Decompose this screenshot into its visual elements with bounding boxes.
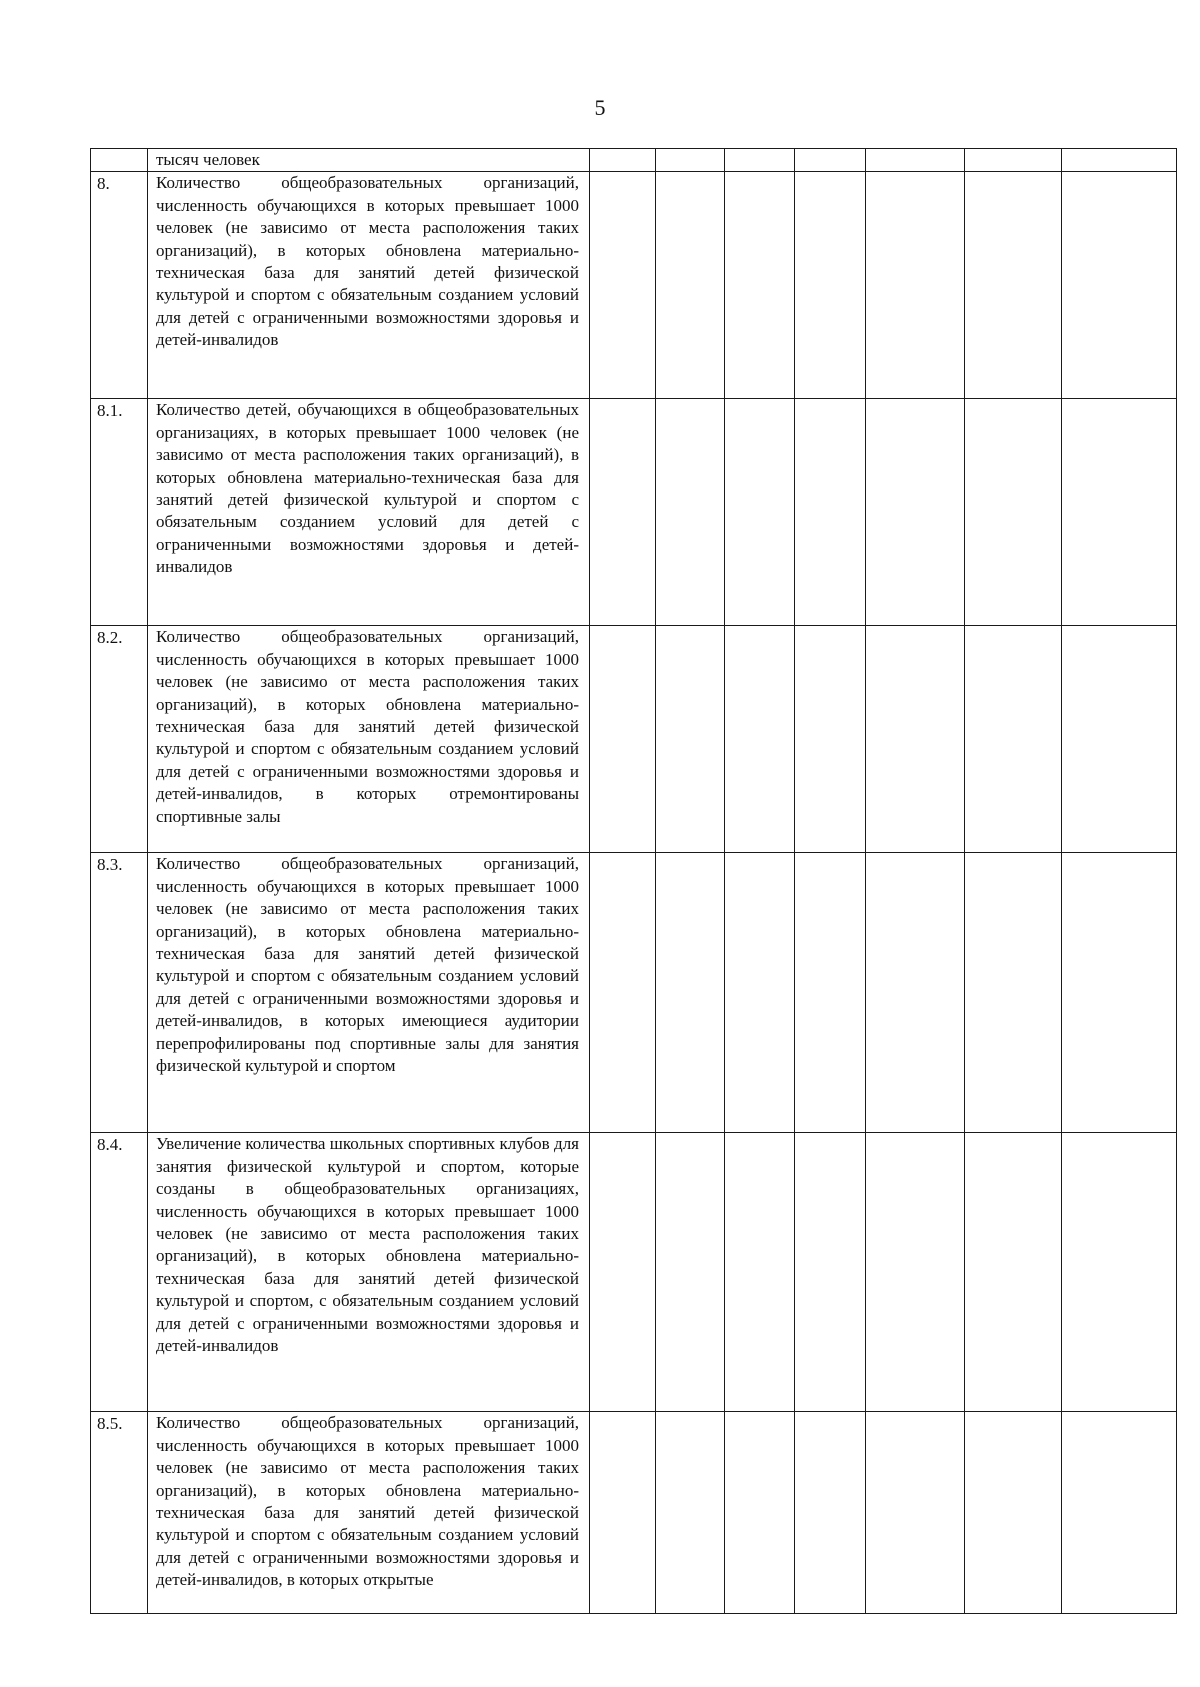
empty-cell (866, 149, 965, 172)
empty-cell (725, 172, 795, 399)
empty-cell (1062, 1412, 1177, 1614)
empty-cell (656, 399, 725, 626)
empty-cell (795, 626, 866, 853)
empty-cell (656, 149, 725, 172)
empty-cell (725, 149, 795, 172)
empty-cell (725, 626, 795, 853)
empty-cell (590, 1133, 656, 1412)
empty-cell (1062, 172, 1177, 399)
empty-cell (866, 172, 965, 399)
empty-cell (1062, 853, 1177, 1133)
empty-cell (866, 1412, 965, 1614)
row-indicator-text: Количество общеобразовательных организаций, численность обучающихся в которых превышает 1000 человек (не зависимо от места расположения таких организаций), в которых обновлена материально-техническая база для занятий детей физической культурой и спортом с обязательным созданием условий для детей с ограниченными возможностями здоровья и детей-инвалидов (148, 172, 590, 399)
table-row (91, 853, 1177, 1133)
empty-cell (656, 853, 725, 1133)
empty-cell (795, 1133, 866, 1412)
empty-cell (965, 399, 1062, 626)
empty-cell (590, 172, 656, 399)
empty-cell (590, 149, 656, 172)
empty-cell (965, 853, 1062, 1133)
row-number: 8.5. (91, 1412, 148, 1614)
empty-cell (1062, 399, 1177, 626)
indicator-table (90, 148, 1177, 1614)
row-indicator-text: Количество детей, обучающихся в общеобразовательных организациях, в которых превышает 1000 человек (не зависимо от места расположения таких организаций), в которых обновлена материально-техническая база для занятий детей физической культурой и спортом с обязательным созданием условий для детей с ограниченными возможностями здоровья и детей-инвалидов (148, 399, 590, 626)
empty-cell (866, 626, 965, 853)
empty-cell (866, 1133, 965, 1412)
row-number: 8.4. (91, 1133, 148, 1412)
empty-cell (656, 172, 725, 399)
empty-cell (725, 1412, 795, 1614)
table-row (91, 1412, 1177, 1614)
row-indicator-text: Увеличение количества школьных спортивных клубов для занятия физической культурой и спортом, которые созданы в общеобразовательных организациях, численность обучающихся в которых превышает 1000 человек (не зависимо от места расположения таких организаций), в которых обновлена материально-техническая база для занятий детей физической культурой и спортом, с обязательным созданием условий для детей с ограниченными возможностями здоровья и детей-инвалидов (148, 1133, 590, 1412)
empty-cell (656, 626, 725, 853)
row-indicator-text: Количество общеобразовательных организаций, численность обучающихся в которых превышает 1000 человек (не зависимо от места расположения таких организаций), в которых обновлена материально-техническая база для занятий детей физической культурой и спортом с обязательным созданием условий для детей с ограниченными возможностями здоровья и детей-инвалидов, в которых открытые (148, 1412, 590, 1614)
empty-cell (590, 853, 656, 1133)
page-number: 5 (594, 95, 606, 120)
empty-cell (866, 399, 965, 626)
empty-cell (656, 1133, 725, 1412)
empty-cell (795, 149, 866, 172)
table-row (91, 1133, 1177, 1412)
empty-cell (725, 853, 795, 1133)
row-indicator-text: Количество общеобразовательных организаций, численность обучающихся в которых превышает 1000 человек (не зависимо от места расположения таких организаций), в которых обновлена материально-техническая база для занятий детей физической культурой и спортом с обязательным созданием условий для детей с ограниченными возможностями здоровья и детей-инвалидов, в которых отремонтированы спортивные залы (148, 626, 590, 853)
empty-cell (1062, 626, 1177, 853)
empty-cell (590, 1412, 656, 1614)
empty-cell (1062, 149, 1177, 172)
empty-cell (590, 626, 656, 853)
empty-cell (795, 853, 866, 1133)
empty-cell (965, 626, 1062, 853)
table-row (91, 626, 1177, 853)
row-indicator-text: Количество общеобразовательных организаций, численность обучающихся в которых превышает 1000 человек (не зависимо от места расположения таких организаций), в которых обновлена материально-техническая база для занятий детей физической культурой и спортом с обязательным созданием условий для детей с ограниченными возможностями здоровья и детей-инвалидов, в которых имеющиеся аудитории перепрофилированы под спортивные залы для занятия физической культурой и спортом (148, 853, 590, 1133)
empty-cell (965, 149, 1062, 172)
empty-cell (1062, 1133, 1177, 1412)
empty-cell (795, 1412, 866, 1614)
row-indicator-text: тысяч человек (148, 149, 590, 172)
empty-cell (965, 1133, 1062, 1412)
empty-cell (965, 172, 1062, 399)
row-number: 8.2. (91, 626, 148, 853)
row-number (91, 149, 148, 172)
row-number: 8.1. (91, 399, 148, 626)
row-number: 8. (91, 172, 148, 399)
empty-cell (795, 172, 866, 399)
table-row (91, 172, 1177, 399)
empty-cell (866, 853, 965, 1133)
empty-cell (795, 399, 866, 626)
empty-cell (590, 399, 656, 626)
table-row (91, 149, 1177, 172)
empty-cell (656, 1412, 725, 1614)
empty-cell (725, 1133, 795, 1412)
table-row (91, 399, 1177, 626)
row-number: 8.3. (91, 853, 148, 1133)
empty-cell (965, 1412, 1062, 1614)
empty-cell (725, 399, 795, 626)
